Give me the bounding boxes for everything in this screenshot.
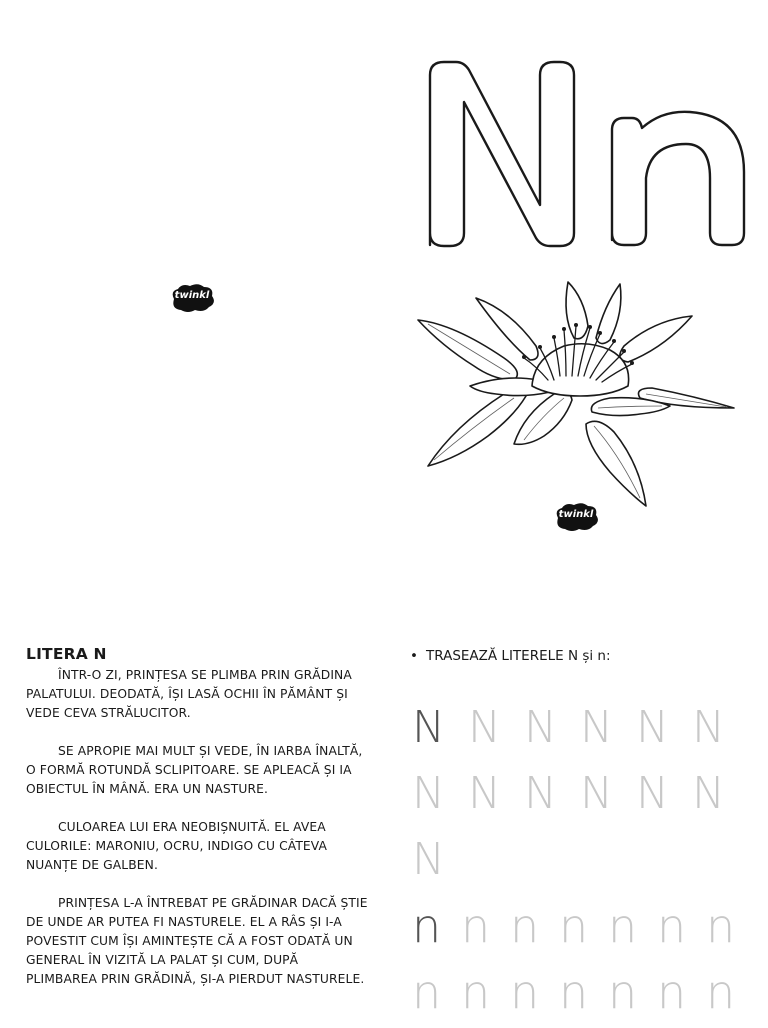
trace-letter: n <box>706 899 736 953</box>
trace-letter: n <box>608 899 638 953</box>
water-lily-illustration <box>414 276 738 508</box>
trace-letter: N <box>636 702 669 753</box>
story-section <box>26 645 371 1008</box>
trace-letter: N <box>580 768 613 819</box>
twinkl-logo <box>552 502 600 532</box>
trace-letter: N <box>524 768 557 819</box>
tracing-letters <box>410 690 768 1024</box>
trace-letter: N <box>636 768 669 819</box>
trace-letter: N <box>468 702 501 753</box>
logo-text: twinkl <box>174 290 210 301</box>
trace-letter: N <box>692 702 725 753</box>
flower-center <box>532 344 629 396</box>
trace-letter: n <box>412 899 442 953</box>
story-paragraph: SE APROPIE MAI MULT ȘI VEDE, ÎN IARBA ÎNALTĂ, O FORMĂ ROTUNDĂ SCLIPITOARE. SE APLEACĂ ȘI IA OBIECTUL ÎN MÂNĂ. ERA UN NASTURE. <box>26 744 363 796</box>
trace-letter: n <box>510 899 540 953</box>
petal <box>566 282 588 339</box>
lowercase-n-outline <box>612 112 744 245</box>
trace-letter: N <box>412 768 445 819</box>
trace-letter: n <box>510 965 540 1019</box>
story-title: LITERA N <box>26 645 107 663</box>
story-paragraph: ÎNTR-O ZI, PRINȚESA SE PLIMBA PRIN GRĂDINA PALATULUI. DEODATĂ, ÎȘI LASĂ OCHII ÎN PĂMÂNT ȘI VEDE CEVA STRĂLUCITOR. <box>26 668 352 720</box>
trace-letter: n <box>559 899 589 953</box>
trace-letter: n <box>461 899 491 953</box>
petal <box>620 316 692 362</box>
big-letters-nn <box>410 40 768 270</box>
trace-letter: n <box>559 965 589 1019</box>
story-paragraph: CULOAREA LUI ERA NEOBIȘNUITĂ. EL AVEA CULORILE: MARONIU, OCRU, INDIGO CU CÂTEVA NUANȚE DE GALBEN. <box>26 820 328 872</box>
story-paragraph: PRINȚESA L-A ÎNTREBAT PE GRĂDINAR DACĂ ȘTIE DE UNDE AR PUTEA FI NASTURELE. EL A RÂS ȘI I-A POVESTIT CUM ÎȘI AMINTEȘTE CĂ A FOST ODATĂ UN GENERAL ÎN VIZITĂ LA PALAT ȘI CUM, DUPĂ PLIMBAREA PRIN GRĂDINĂ, ȘI-A PIERDUT NASTURELE. <box>26 896 368 986</box>
instruction-text: TRASEAZĂ LITERELE N și n: <box>426 648 611 664</box>
trace-letter: n <box>657 899 687 953</box>
twinkl-logo <box>168 283 216 313</box>
trace-letter: N <box>692 768 725 819</box>
uppercase-n-outline <box>430 62 574 246</box>
trace-letter: n <box>608 965 638 1019</box>
trace-letter: N <box>412 702 445 753</box>
trace-letter: n <box>706 965 736 1019</box>
tracing-area <box>410 690 768 1024</box>
trace-letter: n <box>412 965 442 1019</box>
petal <box>586 421 646 506</box>
trace-letter: n <box>461 965 491 1019</box>
trace-letter: N <box>412 834 445 885</box>
trace-letter: n <box>657 965 687 1019</box>
trace-letter: N <box>468 768 501 819</box>
trace-letter: N <box>580 702 613 753</box>
bullet: • <box>410 648 418 664</box>
logo-text: twinkl <box>558 509 594 520</box>
trace-letter: N <box>524 702 557 753</box>
exercise-instruction <box>410 648 611 664</box>
petal <box>428 390 526 466</box>
